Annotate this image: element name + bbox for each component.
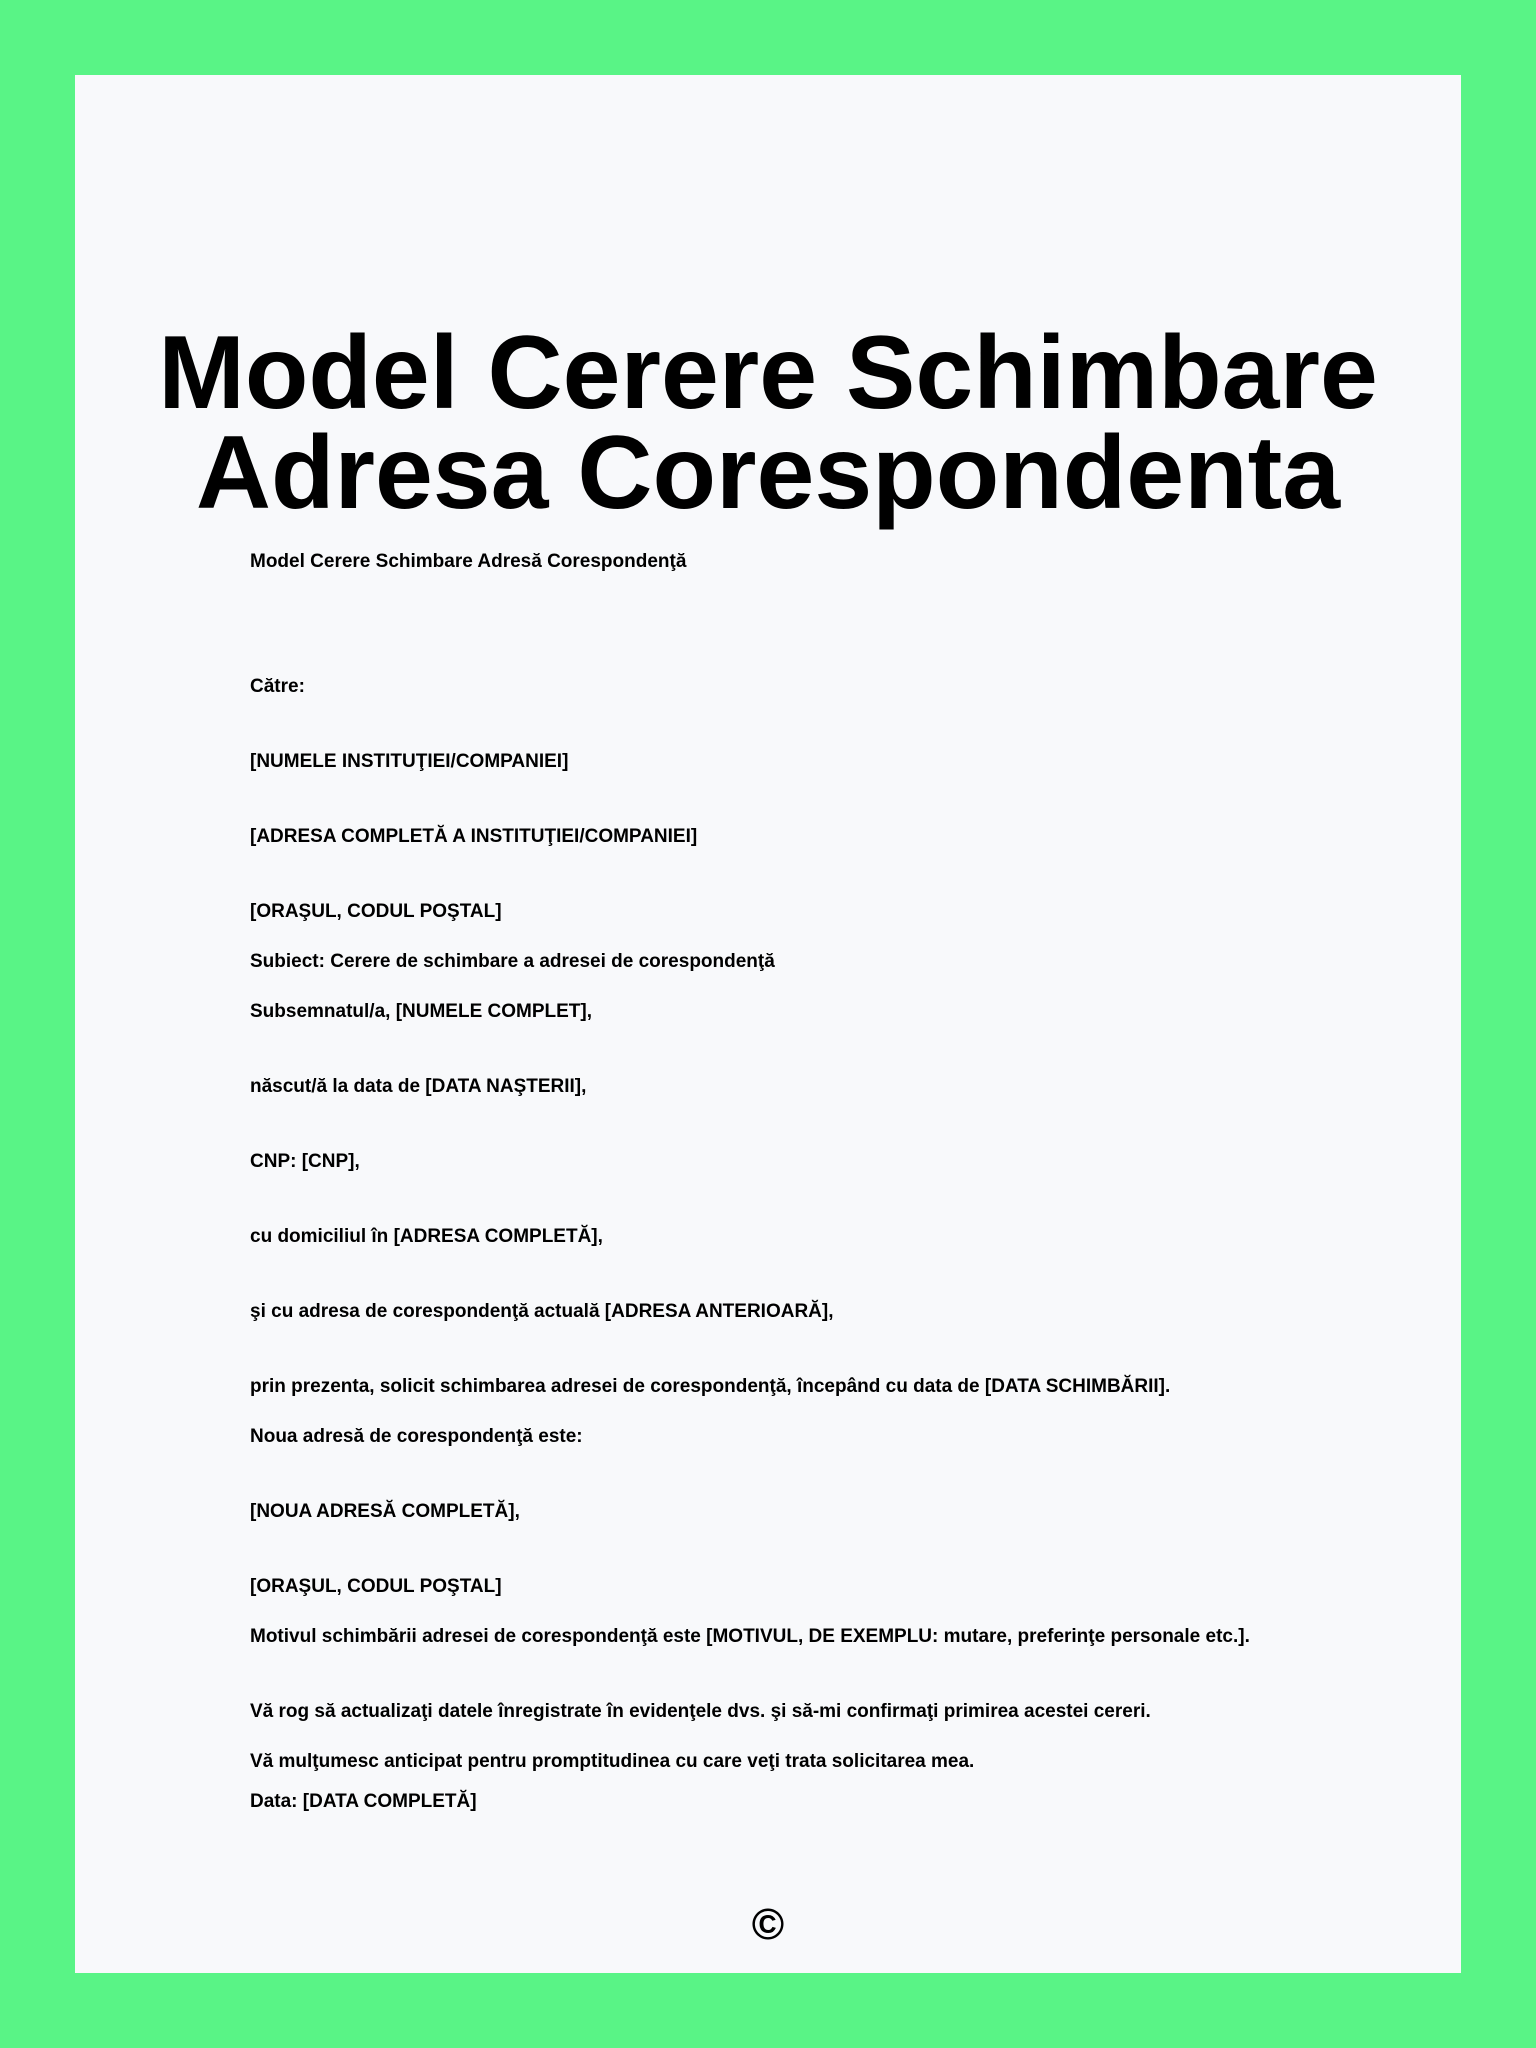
recipient-city: [ORAŞUL, CODUL POŞTAL] bbox=[250, 901, 502, 922]
thanks-line: Vă mulţumesc anticipat pentru promptitudinea cu care veţi trata solicitarea mea. bbox=[250, 1751, 975, 1772]
document-sheet bbox=[75, 75, 1461, 1973]
body-line: Subsemnatul/a, [NUMELE COMPLET], bbox=[250, 1001, 593, 1022]
copyright-icon: © bbox=[751, 1900, 785, 1949]
new-address: [NOUA ADRESĂ COMPLETĂ], bbox=[250, 1501, 520, 1522]
doc-heading: Model Cerere Schimbare Adresă Corespondenţă bbox=[250, 551, 687, 572]
date-line: Data: [DATA COMPLETĂ] bbox=[250, 1791, 477, 1812]
body-line: născut/ă la data de [DATA NAŞTERII], bbox=[250, 1076, 587, 1097]
body-line: şi cu adresa de corespondenţă actuală [ADRESA ANTERIOARĂ], bbox=[250, 1301, 834, 1322]
reason-line: Motivul schimbării adresei de corespondenţă este [MOTIVUL, DE EXEMPLU: mutare, preferinţe personale etc.]. bbox=[250, 1626, 1250, 1647]
document-title bbox=[75, 315, 1461, 531]
new-address-label: Noua adresă de corespondenţă este: bbox=[250, 1426, 583, 1447]
recipient-name: [NUMELE INSTITUŢIEI/COMPANIEI] bbox=[250, 751, 569, 772]
body-line: prin prezenta, solicit schimbarea adresei de corespondenţă, începând cu data de [DATA SCHIMBĂRII]. bbox=[250, 1376, 1171, 1397]
document-title-line-1: Model Cerere Schimbare bbox=[158, 315, 1378, 431]
recipient-address: [ADRESA COMPLETĂ A INSTITUŢIEI/COMPANIEI] bbox=[250, 826, 698, 847]
body-line: CNP: [CNP], bbox=[250, 1151, 360, 1172]
request-line: Vă rog să actualizaţi datele înregistrate în evidenţele dvs. şi să-mi confirmaţi primirea acestei cereri. bbox=[250, 1701, 1151, 1722]
document-title-line-2: Adresa Corespondenta bbox=[195, 415, 1341, 531]
recipient-label: Către: bbox=[250, 676, 305, 697]
new-address-city: [ORAŞUL, CODUL POŞTAL] bbox=[250, 1576, 502, 1597]
subject-line: Subiect: Cerere de schimbare a adresei de corespondenţă bbox=[250, 951, 775, 972]
body-line: cu domiciliul în [ADRESA COMPLETĂ], bbox=[250, 1226, 603, 1247]
